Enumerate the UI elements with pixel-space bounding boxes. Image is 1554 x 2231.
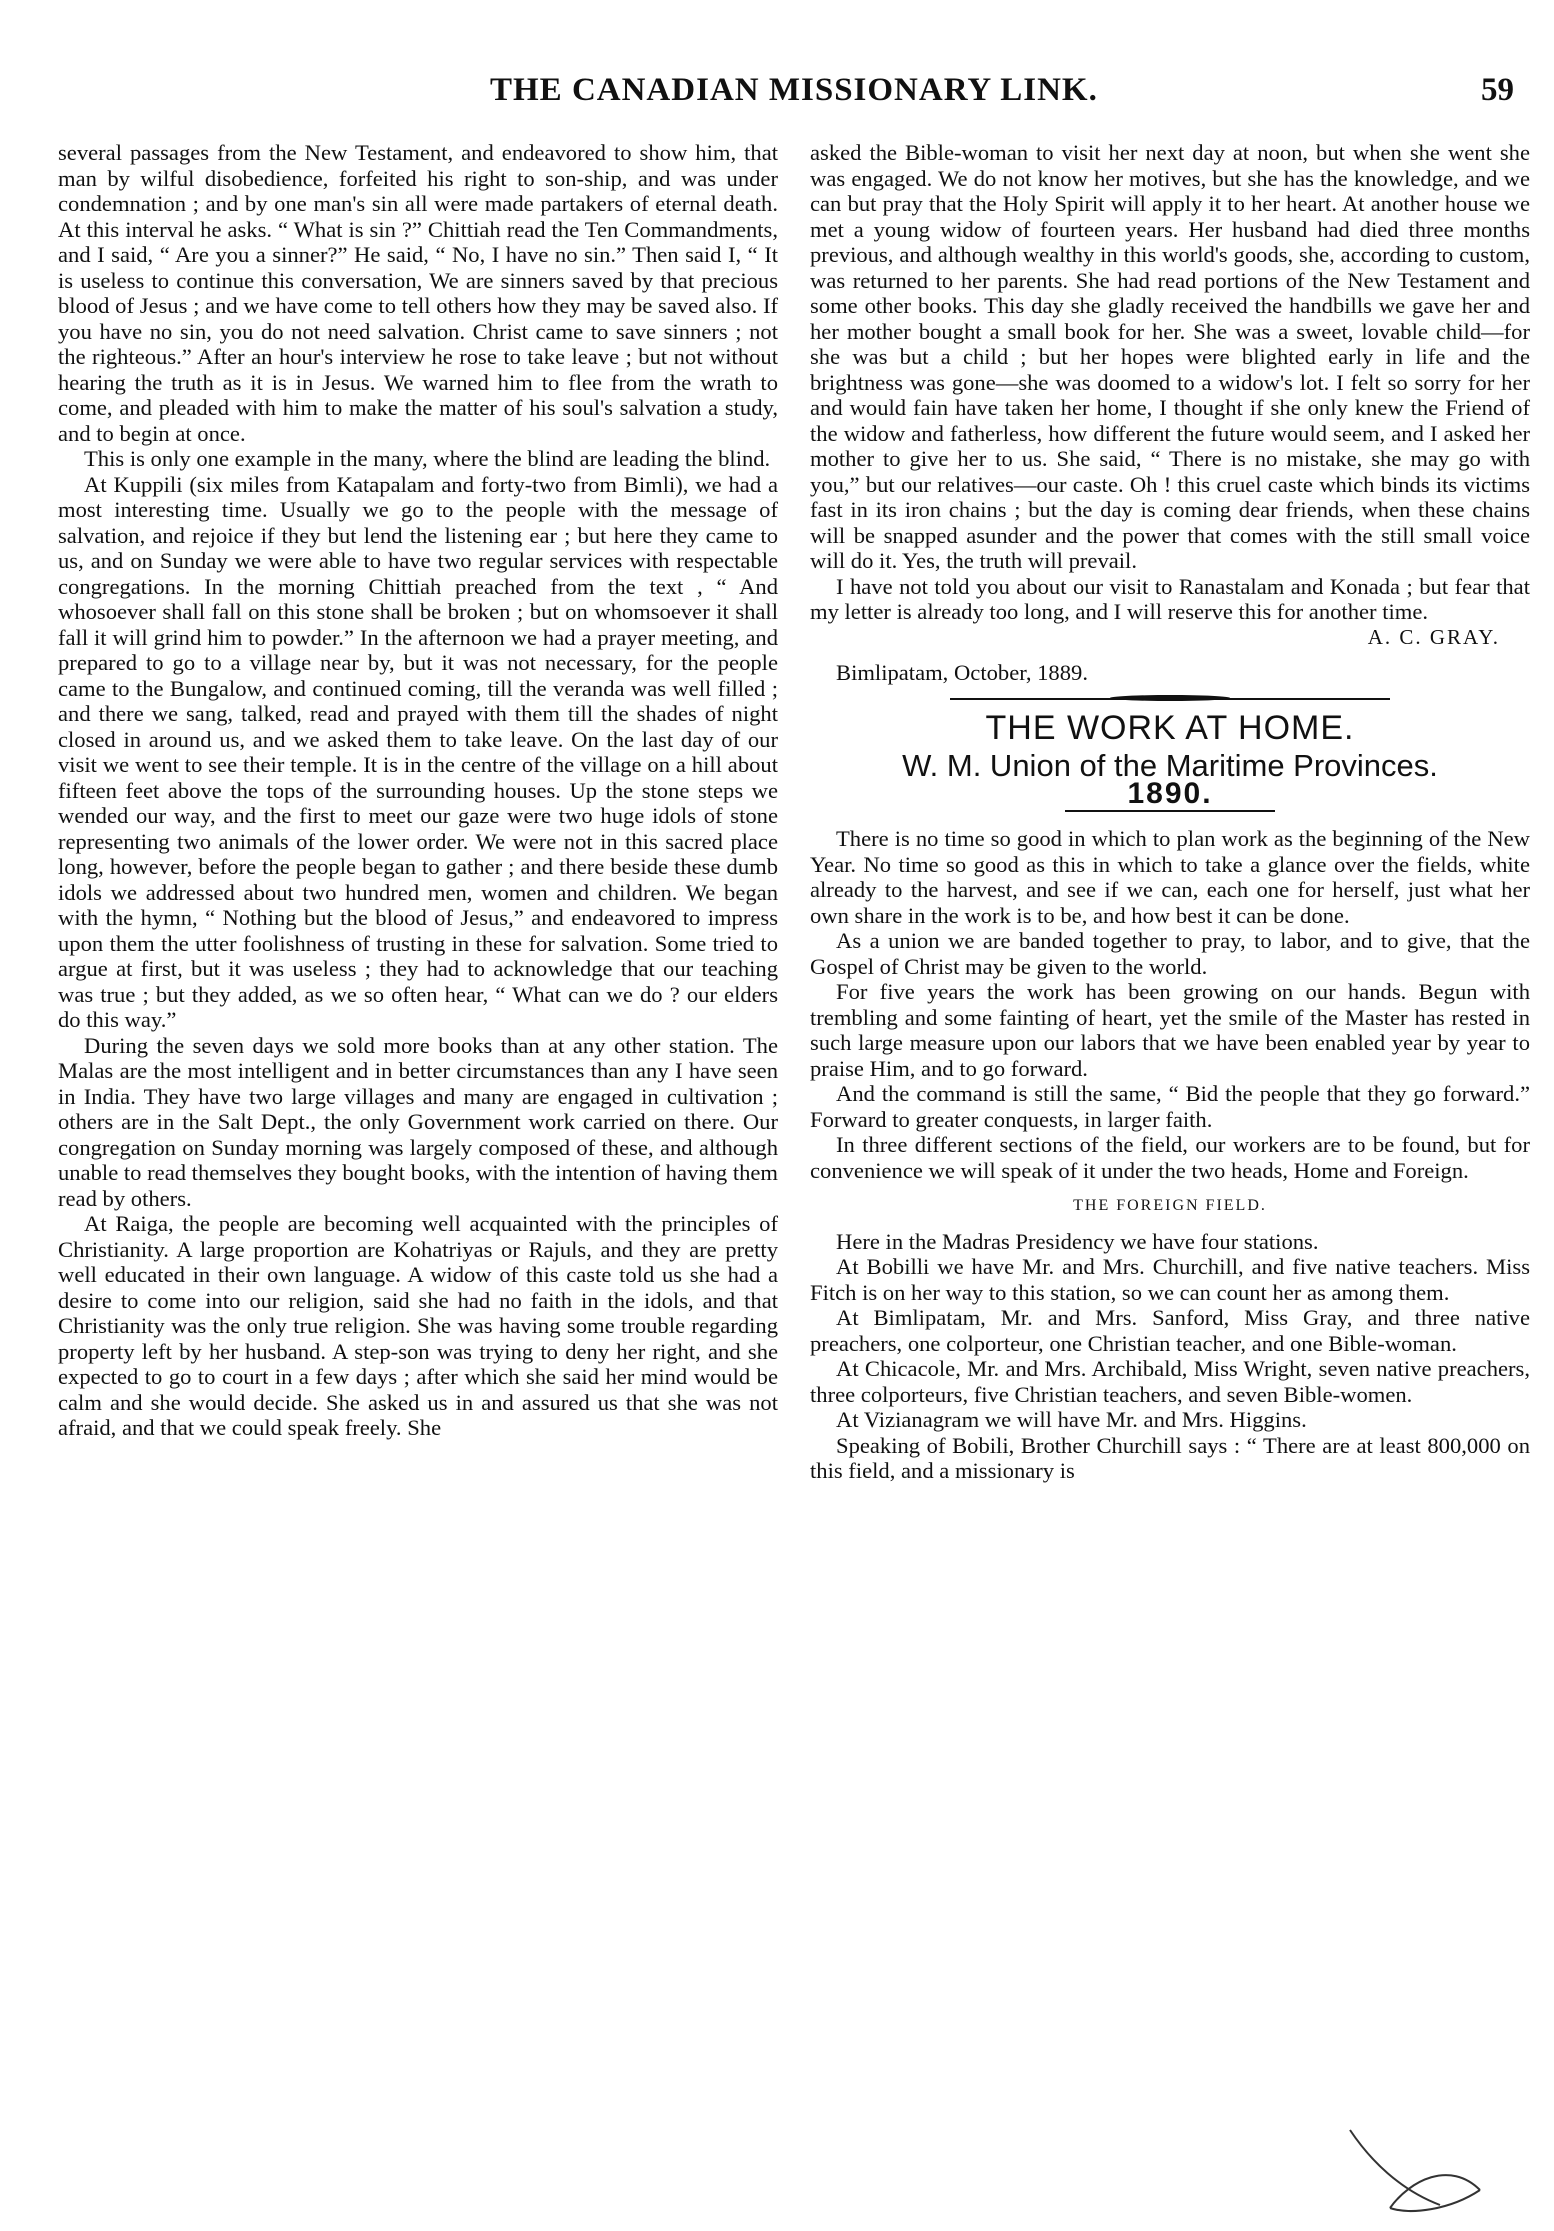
paragraph: At Bobilli we have Mr. and Mrs. Churchill, and five native teachers. Miss Fitch is on her way to this station, so we can count her as among them. [810, 1254, 1530, 1305]
paragraph: And the command is still the same, “ Bid the people that they go forward.” Forward to greater conquests, in larger faith. [810, 1081, 1530, 1132]
paragraph: Here in the Madras Presidency we have four stations. [836, 1228, 1319, 1254]
paragraph: At Bimlipatam, Mr. and Mrs. Sanford, Miss Gray, and three native preachers, one colporteur, one Christian teacher, and one Bible-woman. [810, 1305, 1530, 1356]
dateline: Bimlipatam, October, 1889. [836, 660, 1088, 685]
paragraph: At Chicacole, Mr. and Mrs. Archibald, Miss Wright, seven native preachers, three colporteurs, five Christian teachers, and seven Bible-women. [810, 1356, 1530, 1407]
divider-ornament [1110, 695, 1230, 701]
paragraph: asked the Bible-woman to visit her next day at noon, but when she went she was engaged. We do not know her motives, but she has the knowledge, and we can but pray that the Holy Spirit will apply it to her heart. At another house we met a young widow of fourteen years. Her husband had died three months previous, and although wealthy in this world's goods, she, according to custom, was returned to her parents. She had read portions of the New Testament and some other books. This day she gladly received the handbills we gave her and her mother bought a small book for her. She was a sweet, lovable child—for she was but a child ; but her hopes were blighted early in life and the brightness was gone—she was doomed to a widow's lot. I felt so sorry for her and would fain have taken her home, I thought if she only knew the Friend of the widow and fatherless, how different the future would seem, and I asked her mother to give her to us. She said, “ There is no mistake, she may go with you,” but our relatives—our caste. Oh ! this cruel caste which binds its victims fast in its iron chains ; but the day is coming dear friends, when these chains will be snapped asunder and the power that comes with the still small voice will do it. Yes, the truth will prevail. [810, 140, 1530, 573]
heading-rule [1065, 810, 1275, 812]
paragraph: For five years the work has been growing on our hands. Begun with trembling and some fainting of heart, yet the smile of the Master has rested in such large measure upon our labors that we have been enabled year by year to praise Him, and to go forward. [810, 979, 1530, 1081]
foreign-field-heading: THE FOREIGN FIELD. [1073, 1197, 1267, 1214]
paragraph: At Raiga, the people are becoming well acquainted with the principles of Christianity. A large proportion are Kohatriyas or Rajuls, and they are pretty well educated in their own language. A widow of this caste told us she had a desire to come into our religion, said she had no faith in the idols, and that Christianity was the only true religion. She was having some trouble regarding property left by her husband. A step-son was trying to deny her right, and she expected to go to court in a few days ; after which she said her mind would be calm and she would decide. She asked us in and assured us that she was not afraid, and that we could speak freely. She [58, 1211, 778, 1440]
year-heading: 1890. [1127, 776, 1213, 810]
paragraph: This is only one example in the many, where the blind are leading the blind. [84, 446, 771, 471]
left-column [58, 140, 778, 1441]
paragraph: Speaking of Bobili, Brother Churchill says : “ There are at least 800,000 on this field, and a missionary is [810, 1432, 1530, 1483]
pencil-scribble-mark [1330, 2120, 1500, 2220]
paragraph: several passages from the New Testament, and endeavored to show him, that man by wilful disobedience, forfeited his right to son-ship, and was under condemnation ; and by one man's sin all were made partakers of eternal death. At this interval he asks. “ What is sin ?” Chittiah read the Ten Commandments, and I said, “ Are you a sinner?” He said, “ No, I have no sin.” Then said I, “ It is useless to continue this conversation, We are sinners saved by that precious blood of Jesus ; and we have come to tell others how they may be saved also. If you have no sin, you do not need salvation. Christ came to save sinners ; not the righteous.” After an hour's interview he rose to take leave ; but not without hearing the truth as it is in Jesus. We warned him to flee from the wrath to come, and pleaded with him to make the matter of his soul's salvation a study, and to begin at once. [58, 140, 778, 446]
author-signature: A. C. GRAY. [1367, 624, 1500, 649]
right-column [810, 140, 1530, 1484]
paragraph: As a union we are banded together to pray, to labor, and to give, that the Gospel of Christ may be given to the world. [810, 928, 1530, 979]
section-title: THE WORK AT HOME. [985, 708, 1355, 747]
union-title: W. M. Union of the Maritime Provinces. [902, 748, 1438, 783]
paragraph: At Kuppili (six miles from Katapalam and forty-two from Bimli), we had a most interesting time. Usually we go to the people with the message of salvation, and rejoice if they but lend the listening ear ; but here they came to us, and on Sunday we were able to have two regular services with respectable congregations. In the morning Chittiah preached from the text , “ And whosoever shall fall on this stone shall be broken ; but on whomsoever it shall fall it will grind him to powder.” In the afternoon we had a prayer meeting, and prepared to go to a village near by, but it was not necessary, for the people came to the Bungalow, and continued coming, till the veranda was well filled ; and there we sang, talked, read and prayed with them till the shades of night closed in around us, and we asked them to take leave. On the last day of our visit we went to see their temple. It is in the centre of the village on a hill about fifteen feet above the tops of the surrounding houses. Up the stone steps we wended our way, and the first to meet our gaze were two huge idols of stone representing two animals of the lower order. We were not in this sacred place long, however, before the people began to gather ; and there beside these dumb idols we addressed about two hundred men, women and children. We began with the hymn, “ Nothing but the blood of Jesus,” and endeavored to impress upon them the utter foolishness of trusting in these for salvation. Some tried to argue at first, but it was useless ; they had to acknowledge that our teaching was true ; but they added, as we so often hear, “ What can we do ? our elders do this way.” [58, 471, 778, 1032]
section-divider [810, 692, 1530, 706]
paragraph: There is no time so good in which to plan work as the beginning of the New Year. No time so good as this in which to take a glance over the fields, white already to the harvest, and see if we can, each one for herself, just what her own share in the work is to be, and how best it can be done. [810, 826, 1530, 928]
running-title: THE CANADIAN MISSIONARY LINK. [490, 72, 1098, 108]
paragraph: In three different sections of the field, our workers are to be found, but for convenience we will speak of it under the two heads, Home and Foreign. [810, 1132, 1530, 1183]
paragraph: During the seven days we sold more books than at any other station. The Malas are the most intelligent and in better circumstances than any I have seen in India. They have two large villages and many are engaged in cultivation ; others are in the Salt Dept., the only Government work carried on there. Our congregation on Sunday morning was largely composed of these, and although unable to read themselves they bought books, with the intention of having them read by others. [58, 1032, 778, 1211]
page-number: 59 [1481, 72, 1514, 108]
paragraph: I have not told you about our visit to Ranastalam and Konada ; but fear that my letter is already too long, and I will reserve this for another time. [810, 573, 1530, 624]
paragraph: At Vizianagram we will have Mr. and Mrs. Higgins. [836, 1407, 1307, 1432]
